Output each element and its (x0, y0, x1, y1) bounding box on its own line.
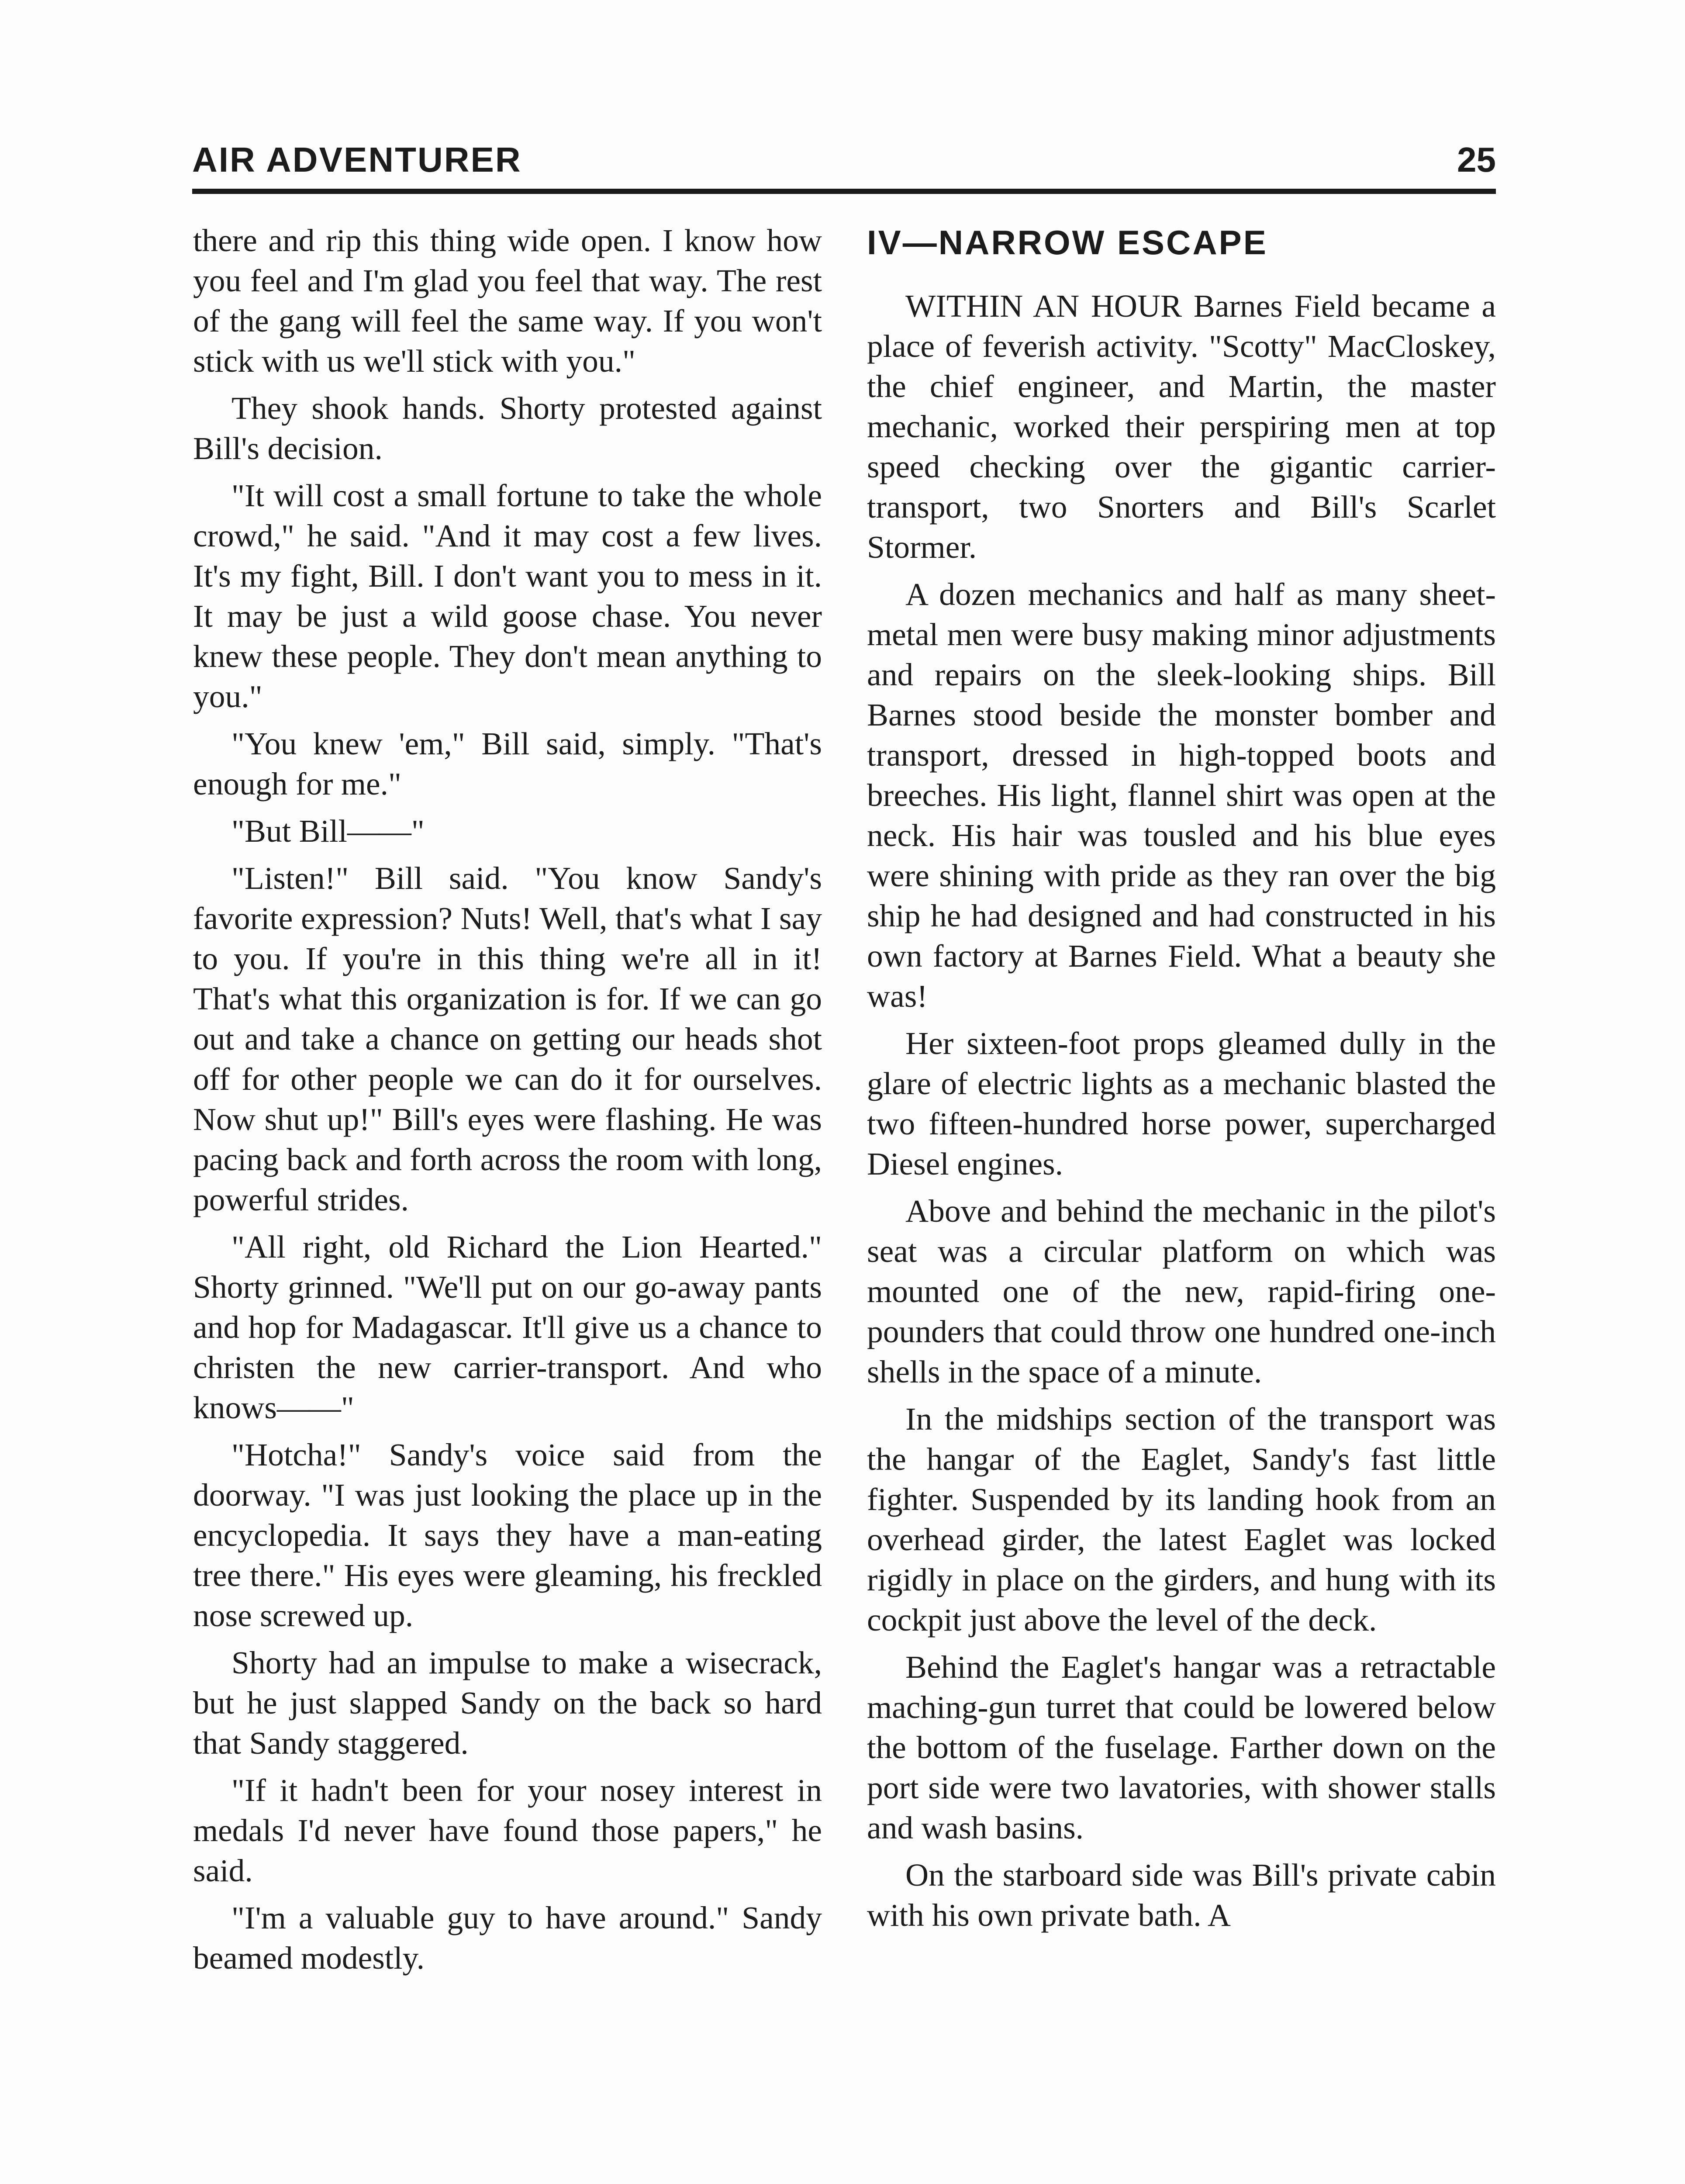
header-rule (192, 189, 1496, 194)
paragraph: "Hotcha!" Sandy's voice said from the doorway. "I was just looking the place up in the encyclopedia. It says they have a man-eating tree there." His eyes were gleaming, his freckled nose screwed up. (193, 1437, 822, 1633)
paragraph: They shook hands. Shorty protested against Bill's decision. (193, 390, 822, 466)
paragraph: On the starboard side was Bill's private cabin with his own private bath. A (867, 1857, 1496, 1933)
paragraph: "All right, old Richard the Lion Hearted." Shorty grinned. "We'll put on our go-away pants and hop for Madagascar. It'll give us a chance to christen the new carrier-transport. And who knows——" (193, 1229, 822, 1425)
running-header (192, 140, 1496, 188)
paragraph: there and rip this thing wide open. I know how you feel and I'm glad you feel that way. The rest of the gang will feel the same way. If you won't stick with us we'll stick with you." (193, 223, 822, 379)
paragraph: WITHIN AN HOUR Barnes Field became a place of feverish activity. "Scotty" MacCloskey, the chief engineer, and Martin, the master mechanic, worked their perspiring men at top speed checking over the gigantic carrier-transport, two Snorters and Bill's Scarlet Stormer. (867, 288, 1496, 565)
paragraph: "I'm a valuable guy to have around." Sandy beamed modestly. (193, 1900, 822, 1976)
paragraph: Above and behind the mechanic in the pilot's seat was a circular platform on which was mounted one of the new, rapid-firing one-pounders that could throw one hundred one-inch shells in the space of a minute. (867, 1193, 1496, 1389)
paragraph: A dozen mechanics and half as many sheet-metal men were busy making minor adjustments and repairs on the sleek-looking ships. Bill Barnes stood beside the monster bomber and transport, dressed in high-topped boots and breeches. His light, flannel shirt was open at the neck. His hair was tousled and his blue eyes were shining with pride as they ran over the big ship he had designed and had constructed in his own factory at Barnes Field. What a beauty she was! (867, 577, 1496, 1014)
paragraph: In the midships section of the transport was the hangar of the Eaglet, Sandy's fast little fighter. Suspended by its landing hook from an overhead girder, the latest Eaglet was locked rigidly in place on the girders, and hung with its cockpit just above the level of the deck. (867, 1401, 1496, 1638)
paragraph: Her sixteen-foot props gleamed dully in the glare of electric lights as a mechanic blasted the two fifteen-hundred horse power, supercharged Diesel engines. (867, 1026, 1496, 1182)
paragraph: Behind the Eaglet's hangar was a retractable maching-gun turret that could be lowered below the bottom of the fuselage. Farther down on the port side were two lavatories, with shower stalls and wash basins. (867, 1649, 1496, 1845)
paragraph: "But Bill——" (231, 813, 425, 849)
page-number: 25 (1457, 140, 1496, 179)
chapter-heading: IV—NARROW ESCAPE (867, 223, 1268, 262)
paragraph: "If it hadn't been for your nosey interest in medals I'd never have found those papers," he said. (193, 1773, 822, 1888)
right-column (867, 221, 1496, 1942)
left-column (193, 221, 822, 1985)
paragraph: "Listen!" Bill said. "You know Sandy's favorite expression? Nuts! Well, that's what I say to you. If you're in this thing we're all in it! That's what this organization is for. If we can go out and take a chance on getting our heads shot off for other people we can do it for ourselves. Now shut up!" Bill's eyes were flashing. He was pacing back and forth across the room with long, powerful strides. (193, 860, 822, 1217)
paragraph: "You knew 'em," Bill said, simply. "That's enough for me." (193, 726, 822, 802)
running-title: AIR ADVENTURER (192, 140, 522, 179)
paragraph: "It will cost a small fortune to take the whole crowd," he said. "And it may cost a few lives. It's my fight, Bill. I don't want you to mess in it. It may be just a wild goose chase. You never knew these people. They don't mean anything to you." (193, 478, 822, 714)
paragraph: Shorty had an impulse to make a wisecrack, but he just slapped Sandy on the back so hard that Sandy staggered. (193, 1645, 822, 1761)
